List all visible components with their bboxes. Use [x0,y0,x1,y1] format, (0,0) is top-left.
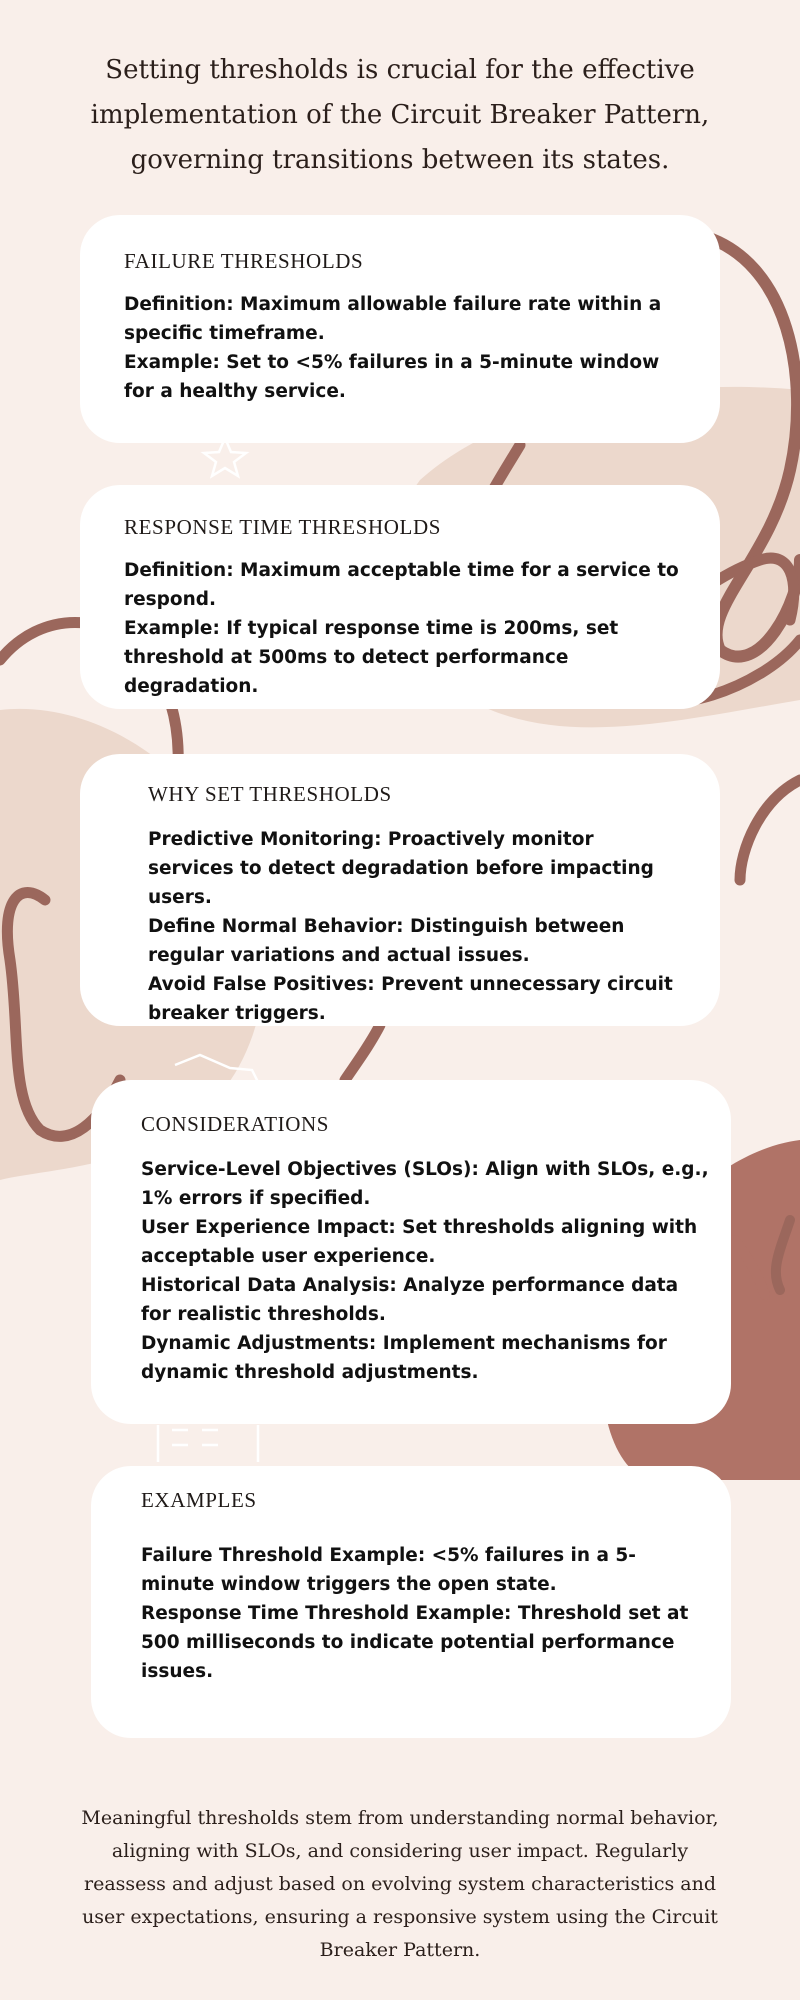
squiggle-mid-lower [345,1025,380,1080]
card-line: Example: Set to <5% failures in a 5-minute window for a healthy service. [124,352,660,402]
card-line: Define Normal Behavior: Distinguish between regular variations and actual issues. [148,916,625,966]
card-line: Historical Data Analysis: Analyze performance data for realistic thresholds. [141,1275,679,1325]
card-body [124,290,680,406]
card-line: Avoid False Positives: Prevent unnecessary circuit breaker triggers. [148,974,673,1024]
card-title: EXAMPLES [141,1488,257,1512]
card-line: Response Time Threshold Example: Threshold set at 500 milliseconds to indicate potential performance issues. [141,1603,689,1682]
star-outline [204,438,246,476]
card-line: Definition: Maximum acceptable time for a service to respond. [124,560,679,610]
card-line: Service-Level Objectives (SLOs): Align with SLOs, e.g., 1% errors if specified. [141,1159,709,1209]
examples-card [91,1466,731,1738]
card-body [124,556,680,701]
card-body [141,1155,709,1387]
considerations-card [91,1080,731,1424]
card-title: FAILURE THRESHOLDS [124,249,364,273]
card-title: CONSIDERATIONS [141,1112,330,1136]
card-title: RESPONSE TIME THRESHOLDS [124,515,442,539]
outro-text: Meaningful thresholds stem from understanding normal behavior, aligning with SLOs, and considering user impact. Regularly reassess and adjust based on evolving system characteristics and user expectations, ensuring a responsive system using the Circuit Breaker Pattern. [81,1807,719,1961]
clipboard-outline [158,1425,258,1462]
card-body [148,825,680,1028]
card-line: Definition: Maximum allowable failure rate within a specific timeframe. [124,294,662,344]
card-line: User Experience Impact: Set thresholds aligning with acceptable user experience. [141,1217,698,1267]
card-line: Dynamic Adjustments: Implement mechanisms for dynamic threshold adjustments. [141,1333,667,1383]
card-title: WHY SET THRESHOLDS [148,782,392,806]
failure-thresholds-card [80,215,720,443]
response-time-thresholds-card [80,485,720,709]
card-body [141,1541,691,1686]
card-line: Predictive Monitoring: Proactively monitor services to detect degradation before impacting users. [148,829,654,908]
card-line: Failure Threshold Example: <5% failures in a 5-minute window triggers the open state. [141,1545,636,1595]
intro-text: Setting thresholds is crucial for the effective implementation of the Circuit Breaker Pattern, governing transitions between its states. [90,55,710,175]
card-line: Example: If typical response time is 200ms, set threshold at 500ms to detect performance degradation. [124,618,619,697]
squiggle-right-lower [740,780,800,880]
why-set-thresholds-card [80,754,720,1026]
